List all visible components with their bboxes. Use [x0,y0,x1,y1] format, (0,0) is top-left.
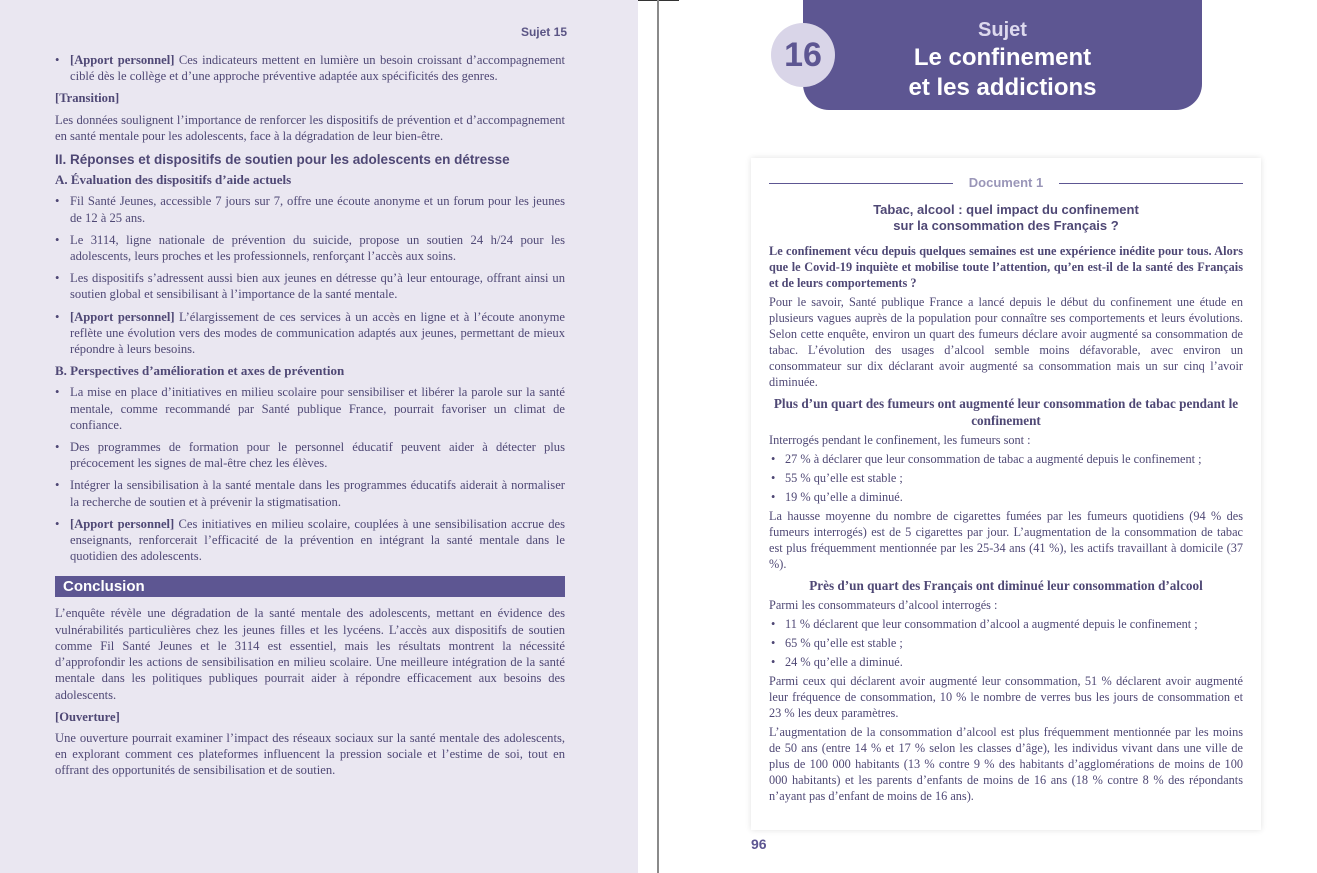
list-item: • Fil Santé Jeunes, accessible 7 jours sur 7, offre une écoute anonyme et un forum pour les jeunes de 12 à 25 ans. [55,193,565,225]
section-heading: II. Réponses et dispositifs de soutien pour les adolescents en détresse [55,152,510,168]
paragraph: Pour le savoir, Santé publique France a lancé depuis le début du confinement une étude en plusieurs vagues auprès de la population pour connaître ses comportements et leurs évolutions. Selon cette enquête, environ un quart des fumeurs déclare avoir augmenté sa consommation de tabac. L’évolution des usages d’alcool semble moins défavorable, avec environ un consommateur sur dix déclarant avoir augmenté sa consommation mais un sur cinq l’avoir diminuée. [769,295,1243,389]
subject-number-badge: 16 [771,23,835,87]
ouverture-text: Une ouverture pourrait examiner l’impact des réseaux sociaux sur la santé mentale des adolescents, en explorant comment ces plateformes influencent la pression sociale et l’estime de soi, tout en offrant des opportunités de sensibilisation et de soutien. [55,730,565,778]
bullet-list [55,384,565,564]
left-page [0,0,638,873]
list-item: • [Apport personnel] Ces initiatives en milieu scolaire, couplées à une sensibilisation accrue des enseignants, renforcerait l’efficacité de la prévention en intégrant la santé mentale dans le quotidien des adolescents. [55,516,565,565]
subject-banner [803,0,1202,110]
document-label: Document 1 [968,175,1044,190]
document-title-line-2: sur la consommation des Français ? [893,218,1119,233]
bullet-list [769,451,1243,505]
page-number: 96 [751,836,767,852]
lead-paragraph: Le confinement vécu depuis quelques semaines est une expérience inédite pour tous. Alors que le Covid-19 inquiète et mobilise toute l’attention, qu’en est-il de la santé des Français et de leurs comportements ? [769,244,1243,290]
subject-title-line-2: et les addictions [908,74,1097,101]
list-item: • Des programmes de formation pour le personnel éducatif peuvent aider à détecter plus précocement les signes de mal-être chez les élèves. [55,439,565,471]
list-item: • 65 % qu’elle est stable ; [769,635,1243,651]
list-item: • Le 3114, ligne nationale de prévention du suicide, propose un soutien 24 h/24 pour les adolescents, leurs proches et les professionnels, renforçant l’accès aux soins. [55,232,565,264]
paragraph: Parmi les consommateurs d’alcool interrogés : [769,598,998,612]
transition-label: [Transition] [55,91,120,106]
list-item: • Les dispositifs s’adressent aussi bien aux jeunes en détresse qu’à leur entourage, offrant ainsi un soutien global et sensibilisant à l’importance de la santé mentale. [55,270,565,302]
page-gutter [657,0,659,873]
document-subheading: Plus d’un quart des fumeurs ont augmenté leur consommation de tabac pendant le confinement [773,396,1239,428]
paragraph: L’augmentation de la consommation d’alcool est plus fréquemment mentionnée par les moins de 50 ans (entre 14 % et 17 % selon les classes d’âge), les individus vivant dans une ville de plus de 100 000 habitants (13 % contre 9 % des habitants d’agglomérations de moins de 100 000 habitants) et les parents d’enfants de moins de 16 ans (18 % contre 8 % des répondants n’ayant pas d’enfant de moins de 16 ans). [769,725,1243,803]
bullet-list [55,193,565,357]
list-item: • [Apport personnel] Ces indicateurs mettent en lumière un besoin croissant d’accompagnement ciblé dès le collège et d’une approche préventive adaptée aux spécificités des genres. [55,52,565,84]
paragraph: La hausse moyenne du nombre de cigarettes fumées par les fumeurs quotidiens (94 % des fumeurs interrogés) est de 5 cigarettes par jour. L’augmentation de la consommation de tabac est plus fréquemment mentionnée par les 25-34 ans (41 %), les actifs travaillant à domicile (37 %). [769,509,1243,571]
paragraph: Parmi ceux qui déclarent avoir augmenté leur consommation, 51 % déclarent avoir augmenté leur fréquence de consommation, 10 % le nombre de verres bus les jours de consommation et 23 % les deux paramètres. [769,674,1243,720]
list-item: • 27 % à déclarer que leur consommation de tabac a augmenté depuis le confinement ; [769,451,1243,467]
subsection-heading: B. Perspectives d’amélioration et axes de prévention [55,363,345,379]
subsection-heading: A. Évaluation des dispositifs d’aide actuels [55,172,292,188]
list-item: • 24 % qu’elle a diminué. [769,654,1243,670]
list-item: • 11 % déclarent que leur consommation d’alcool a augmenté depuis le confinement ; [769,616,1243,632]
document-title [769,202,1243,234]
running-header: Sujet 15 [520,25,567,39]
subject-title-line-1: Le confinement [913,44,1092,71]
document-card [751,158,1261,830]
paragraph: Interrogés pendant le confinement, les fumeurs sont : [769,433,1031,447]
list-item: • [Apport personnel] L’élargissement de ces services à un accès en ligne et à l’écoute anonyme reflète une évolution vers des modes de communication adaptés aux jeunes, permettant de mieux répondre à leurs besoins. [55,309,565,358]
bullet-list [769,616,1243,670]
document-title-line-1: Tabac, alcool : quel impact du confinement [873,202,1139,217]
document-subheading: Près d’un quart des Français ont diminué leur consommation d’alcool [809,578,1203,593]
bullet-list [55,52,565,84]
document-body [769,174,1243,807]
transition-text: Les données soulignent l’importance de renforcer les dispositifs de prévention et d’accompagnement en santé mentale pour les adolescents, face à la dégradation de leur bien-être. [55,112,565,143]
divider [769,183,953,184]
list-item: • 19 % qu’elle a diminué. [769,489,1243,505]
list-item: • Intégrer la sensibilisation à la santé mentale dans les programmes éducatifs aiderait à normaliser la recherche de soutien et à prévenir la stigmatisation. [55,477,565,509]
left-page-body [55,52,565,785]
list-item: • 55 % qu’elle est stable ; [769,470,1243,486]
conclusion-text: L’enquête révèle une dégradation de la santé mentale des adolescents, mettant en évidence des vulnérabilités particulières chez les jeunes filles et les lycéens. L’accès aux dispositifs de soutien comme Fil Santé Jeunes et le 3114 est essentiel, mais les résultats montrent la nécessité d’approfondir les actions de sensibilisation en milieu scolaire. Une meilleure intégration de la santé mentale dans les politiques publiques pourrait aider à répondre efficacement aux besoins des adolescents. [55,606,565,702]
divider [1059,183,1243,184]
document-label-row [769,174,1243,192]
conclusion-heading: Conclusion [55,576,565,597]
ouverture-label: [Ouverture] [55,709,120,724]
subject-label: Sujet [978,19,1027,41]
list-item: • La mise en place d’initiatives en milieu scolaire pour sensibiliser et libérer la parole sur la santé mentale, comme recommandé par Santé publique France, pourrait favoriser un climat de confiance. [55,384,565,433]
